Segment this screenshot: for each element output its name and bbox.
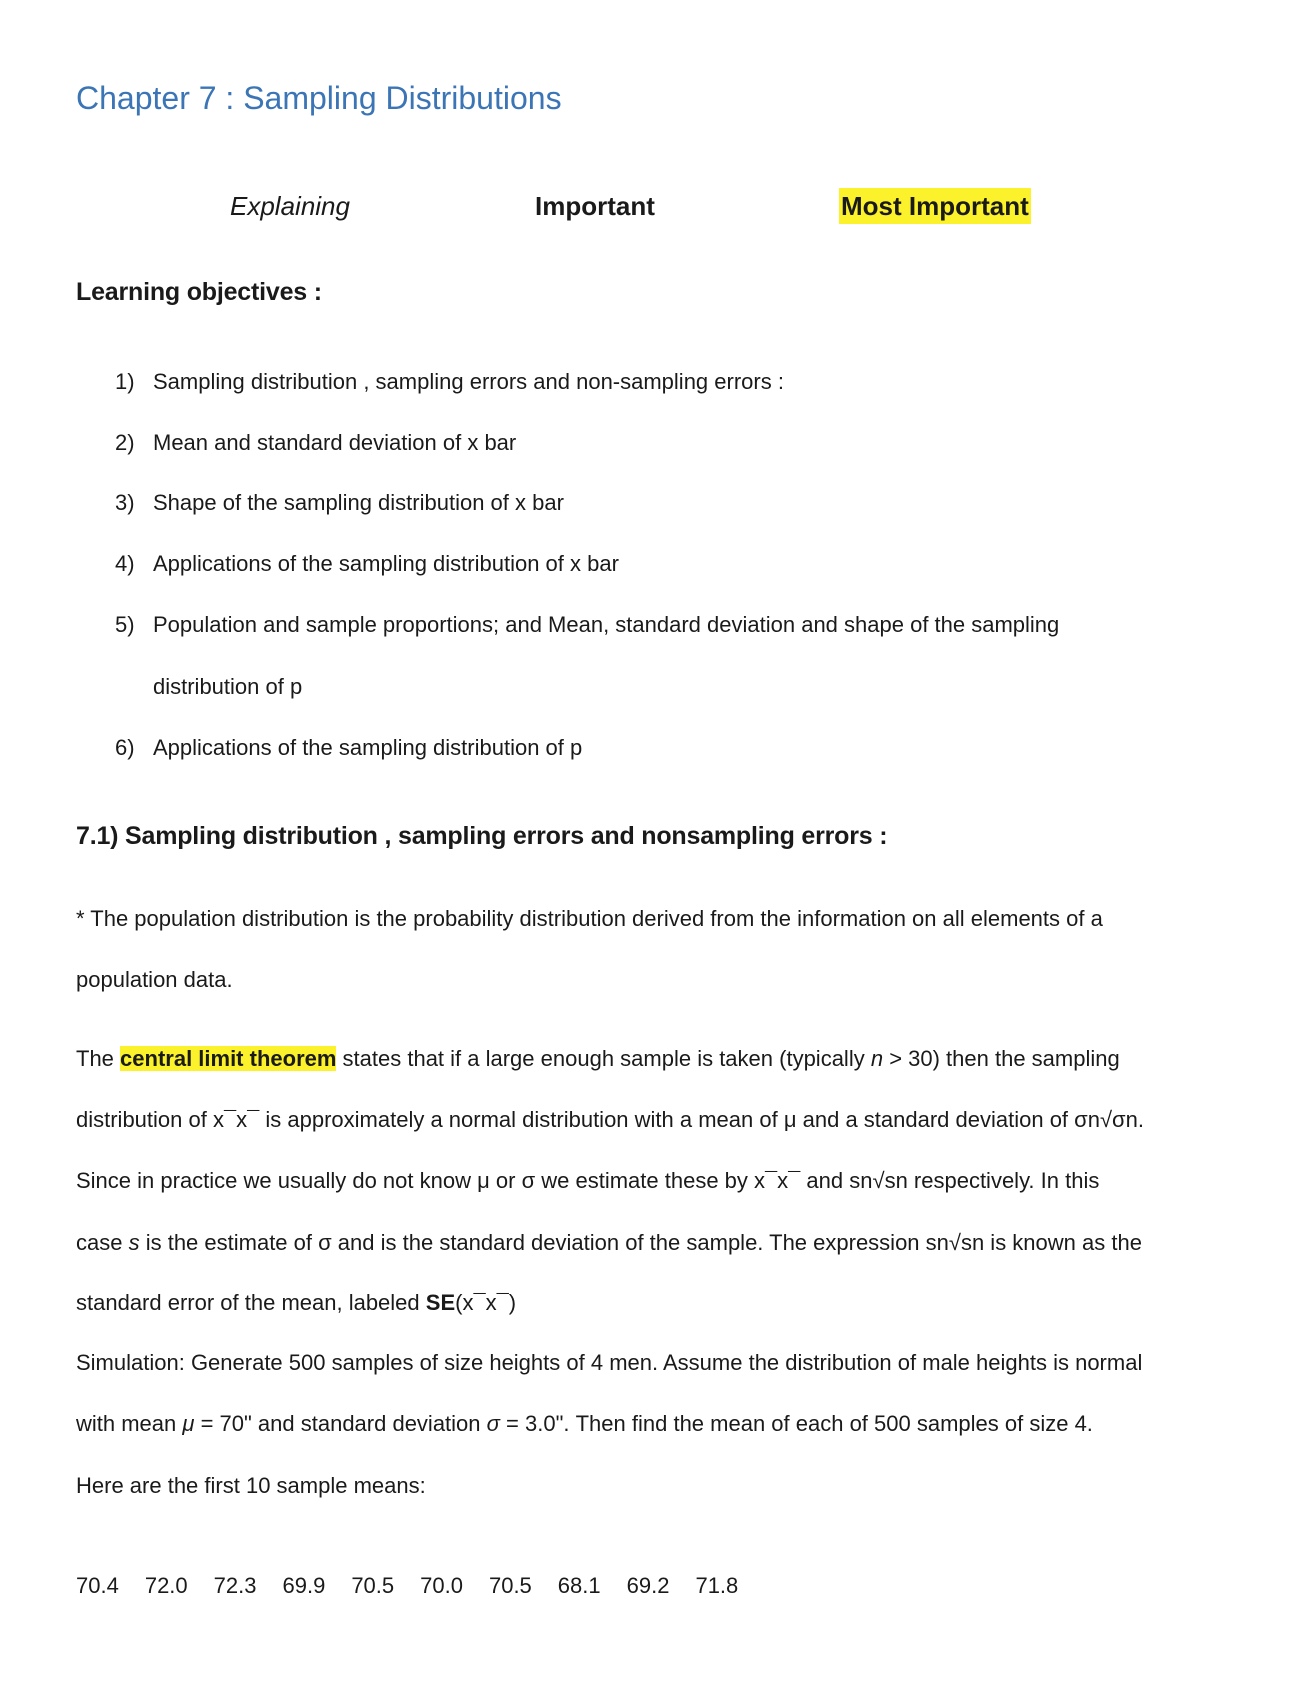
simulation-paragraph-line	[76, 1409, 1093, 1439]
population-paragraph-line: population data.	[76, 967, 233, 992]
simulation-text: = 3.0". Then find the mean of each of 500 samples of size 4.	[499, 1411, 1093, 1436]
clt-text: > 30) then the sampling	[883, 1046, 1120, 1071]
sample-mean-value: 72.3	[213, 1573, 257, 1598]
simulation-text: with mean	[76, 1411, 183, 1436]
clt-se-label: SE	[425, 1290, 456, 1315]
objective-text: Sampling distribution , sampling errors and non-sampling errors :	[153, 369, 784, 394]
clt-text: standard error of the mean, labeled	[76, 1290, 426, 1315]
clt-paragraph-line	[76, 1044, 1120, 1074]
clt-paragraph-line: distribution of x¯x¯ is approximately a normal distribution with a mean of μ and a standard deviation of σn√σn.	[76, 1107, 1144, 1132]
sample-means-row	[76, 1571, 738, 1601]
legend-important: Important	[535, 191, 655, 221]
sigma-symbol: σ	[486, 1411, 500, 1436]
section-heading: 7.1) Sampling distribution , sampling errors and nonsampling errors :	[76, 822, 888, 850]
page-title: Chapter 7 : Sampling Distributions	[76, 80, 562, 116]
objective-text: Shape of the sampling distribution of x bar	[153, 490, 564, 515]
population-paragraph-line: * The population distribution is the probability distribution derived from the information on all elements of a	[76, 906, 1103, 931]
mu-symbol: μ	[182, 1411, 195, 1436]
objectives-heading: Learning objectives :	[76, 278, 322, 306]
sample-mean-value: 70.5	[488, 1573, 532, 1598]
clt-highlight: central limit theorem	[120, 1046, 337, 1071]
simulation-text: = 70" and standard deviation	[194, 1411, 487, 1436]
sample-mean-value: 68.1	[557, 1573, 601, 1598]
objective-text: Applications of the sampling distribution of p	[153, 735, 583, 760]
clt-paragraph-line: Since in practice we usually do not know μ or σ we estimate these by x¯x¯ and sn√sn respectively. In this	[76, 1168, 1100, 1193]
clt-paragraph-line	[76, 1228, 1142, 1258]
sample-mean-value: 69.9	[282, 1573, 326, 1598]
legend-most-important: Most Important	[839, 188, 1031, 224]
legend-explaining: Explaining	[230, 191, 350, 221]
importance-legend	[0, 188, 1306, 228]
objective-number: 3)	[115, 490, 135, 515]
objective-text: Mean and standard deviation of x bar	[153, 430, 517, 455]
objective-text: distribution of p	[153, 674, 303, 699]
sample-mean-value: 70.0	[420, 1573, 463, 1598]
clt-text: The	[76, 1046, 121, 1071]
clt-paragraph-line	[76, 1288, 516, 1318]
objective-number: 5)	[115, 612, 135, 637]
sample-mean-value: 71.8	[695, 1573, 739, 1598]
clt-text: case	[76, 1230, 129, 1255]
simulation-paragraph-line: Simulation: Generate 500 samples of size heights of 4 men. Assume the distribution of male heights is normal	[76, 1350, 1143, 1375]
objective-text: Population and sample proportions; and Mean, standard deviation and shape of the sampling	[153, 612, 1060, 637]
objective-text: Applications of the sampling distribution of x bar	[153, 551, 619, 576]
clt-text: (x¯x¯)	[455, 1290, 517, 1315]
objective-number: 4)	[115, 551, 135, 576]
clt-n-symbol: n	[870, 1046, 884, 1071]
objective-number: 2)	[115, 430, 135, 455]
simulation-paragraph-line: Here are the first 10 sample means:	[76, 1473, 426, 1498]
sample-mean-value: 70.4	[76, 1573, 119, 1598]
sample-mean-value: 72.0	[144, 1573, 188, 1598]
sample-mean-value: 69.2	[626, 1573, 670, 1598]
clt-s-symbol: s	[128, 1230, 140, 1255]
clt-text: is the estimate of σ and is the standard deviation of the sample. The expression sn√sn is known as the	[139, 1230, 1142, 1255]
objective-number: 1)	[115, 369, 135, 394]
objective-number: 6)	[115, 735, 135, 760]
sample-mean-value: 70.5	[351, 1573, 395, 1598]
clt-text: states that if a large enough sample is taken (typically	[336, 1046, 871, 1071]
